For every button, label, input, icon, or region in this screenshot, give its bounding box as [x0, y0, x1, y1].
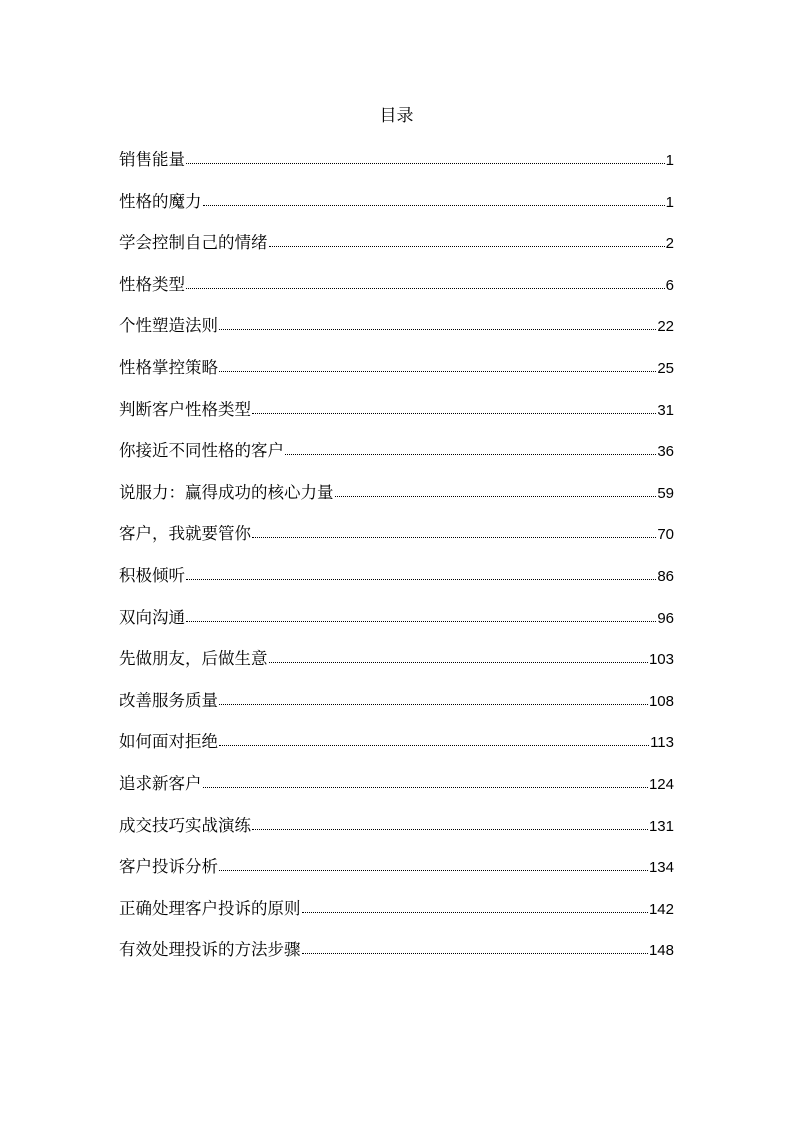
toc-entry-title: 说服力：赢得成功的核心力量 [119, 482, 334, 502]
toc-entry[interactable] [119, 935, 674, 977]
toc-entry-page: 31 [657, 401, 674, 419]
toc-entry[interactable] [119, 270, 674, 312]
toc-entry[interactable] [119, 353, 674, 395]
toc-entry[interactable] [119, 478, 674, 520]
dot-leader [252, 525, 656, 538]
toc-entry-page: 148 [648, 942, 674, 960]
toc-entry[interactable] [119, 561, 674, 603]
dot-leader [269, 234, 665, 247]
toc-entry[interactable] [119, 686, 674, 728]
toc-entry-title: 性格掌控策略 [119, 357, 218, 377]
toc-entry-page: 134 [648, 859, 674, 877]
toc-entry-title: 改善服务质量 [119, 690, 218, 710]
toc-entry-page: 1 [665, 193, 674, 211]
toc-entry[interactable] [119, 852, 674, 894]
toc-entry-title: 学会控制自己的情绪 [119, 233, 268, 253]
toc-entry[interactable] [119, 894, 674, 936]
toc-entry-title: 追求新客户 [119, 773, 202, 793]
dot-leader [269, 650, 648, 663]
dot-leader [186, 151, 665, 164]
toc-entry[interactable] [119, 644, 674, 686]
toc-list [119, 145, 674, 977]
toc-entry[interactable] [119, 727, 674, 769]
dot-leader [302, 941, 648, 954]
toc-entry-title: 客户，我就要管你 [119, 524, 251, 544]
dot-leader [219, 858, 648, 871]
toc-entry[interactable] [119, 228, 674, 270]
toc-entry[interactable] [119, 603, 674, 645]
toc-entry-title: 你接近不同性格的客户 [119, 441, 284, 461]
dot-leader [219, 359, 656, 372]
toc-entry-page: 86 [657, 567, 674, 585]
toc-entry-page: 59 [657, 484, 674, 502]
toc-entry-title: 双向沟通 [119, 607, 185, 627]
dot-leader [285, 442, 656, 455]
toc-entry-page: 6 [665, 276, 674, 294]
toc-entry-page: 1 [665, 152, 674, 169]
toc-entry[interactable] [119, 145, 674, 187]
toc-entry-title: 销售能量 [119, 150, 185, 169]
toc-entry-title: 个性塑造法则 [119, 316, 218, 336]
dot-leader [335, 484, 657, 497]
toc-entry-title: 成交技巧实战演练 [119, 815, 251, 835]
toc-entry-title: 性格的魔力 [119, 191, 202, 211]
toc-entry-title: 积极倾听 [119, 565, 185, 585]
toc-entry-title: 如何面对拒绝 [119, 732, 218, 752]
dot-leader [219, 692, 648, 705]
dot-leader [252, 401, 656, 414]
toc-entry-page: 25 [657, 359, 674, 377]
toc-entry-page: 113 [650, 734, 674, 752]
dot-leader [203, 775, 648, 788]
toc-entry[interactable] [119, 395, 674, 437]
dot-leader [219, 317, 656, 330]
toc-entry[interactable] [119, 519, 674, 561]
toc-entry-page: 103 [648, 651, 674, 669]
dot-leader [219, 733, 649, 746]
toc-entry-page: 22 [657, 318, 674, 336]
toc-entry-page: 70 [657, 526, 674, 544]
toc-entry-title: 判断客户性格类型 [119, 399, 251, 419]
toc-entry-page: 36 [657, 443, 674, 461]
toc-entry-page: 2 [665, 235, 674, 253]
toc-entry-page: 131 [648, 817, 674, 835]
toc-entry[interactable] [119, 769, 674, 811]
toc-entry-page: 124 [648, 775, 674, 793]
toc-entry-page: 96 [657, 609, 674, 627]
toc-entry-page: 108 [648, 692, 674, 710]
dot-leader [302, 900, 648, 913]
toc-entry-title: 有效处理投诉的方法步骤 [119, 940, 301, 960]
dot-leader [186, 609, 656, 622]
toc-entry-title: 正确处理客户投诉的原则 [119, 898, 301, 918]
dot-leader [186, 276, 665, 289]
toc-entry-page: 142 [648, 900, 674, 918]
toc-entry[interactable] [119, 436, 674, 478]
toc-entry-title: 客户投诉分析 [119, 857, 218, 877]
toc-entry[interactable] [119, 187, 674, 229]
toc-heading: 目录 [379, 106, 414, 126]
dot-leader [203, 193, 665, 206]
dot-leader [186, 567, 656, 580]
toc-entry[interactable] [119, 311, 674, 353]
toc-entry[interactable] [119, 811, 674, 853]
dot-leader [252, 817, 648, 830]
toc-entry-title: 先做朋友，后做生意 [119, 649, 268, 669]
toc-entry-title: 性格类型 [119, 274, 185, 294]
